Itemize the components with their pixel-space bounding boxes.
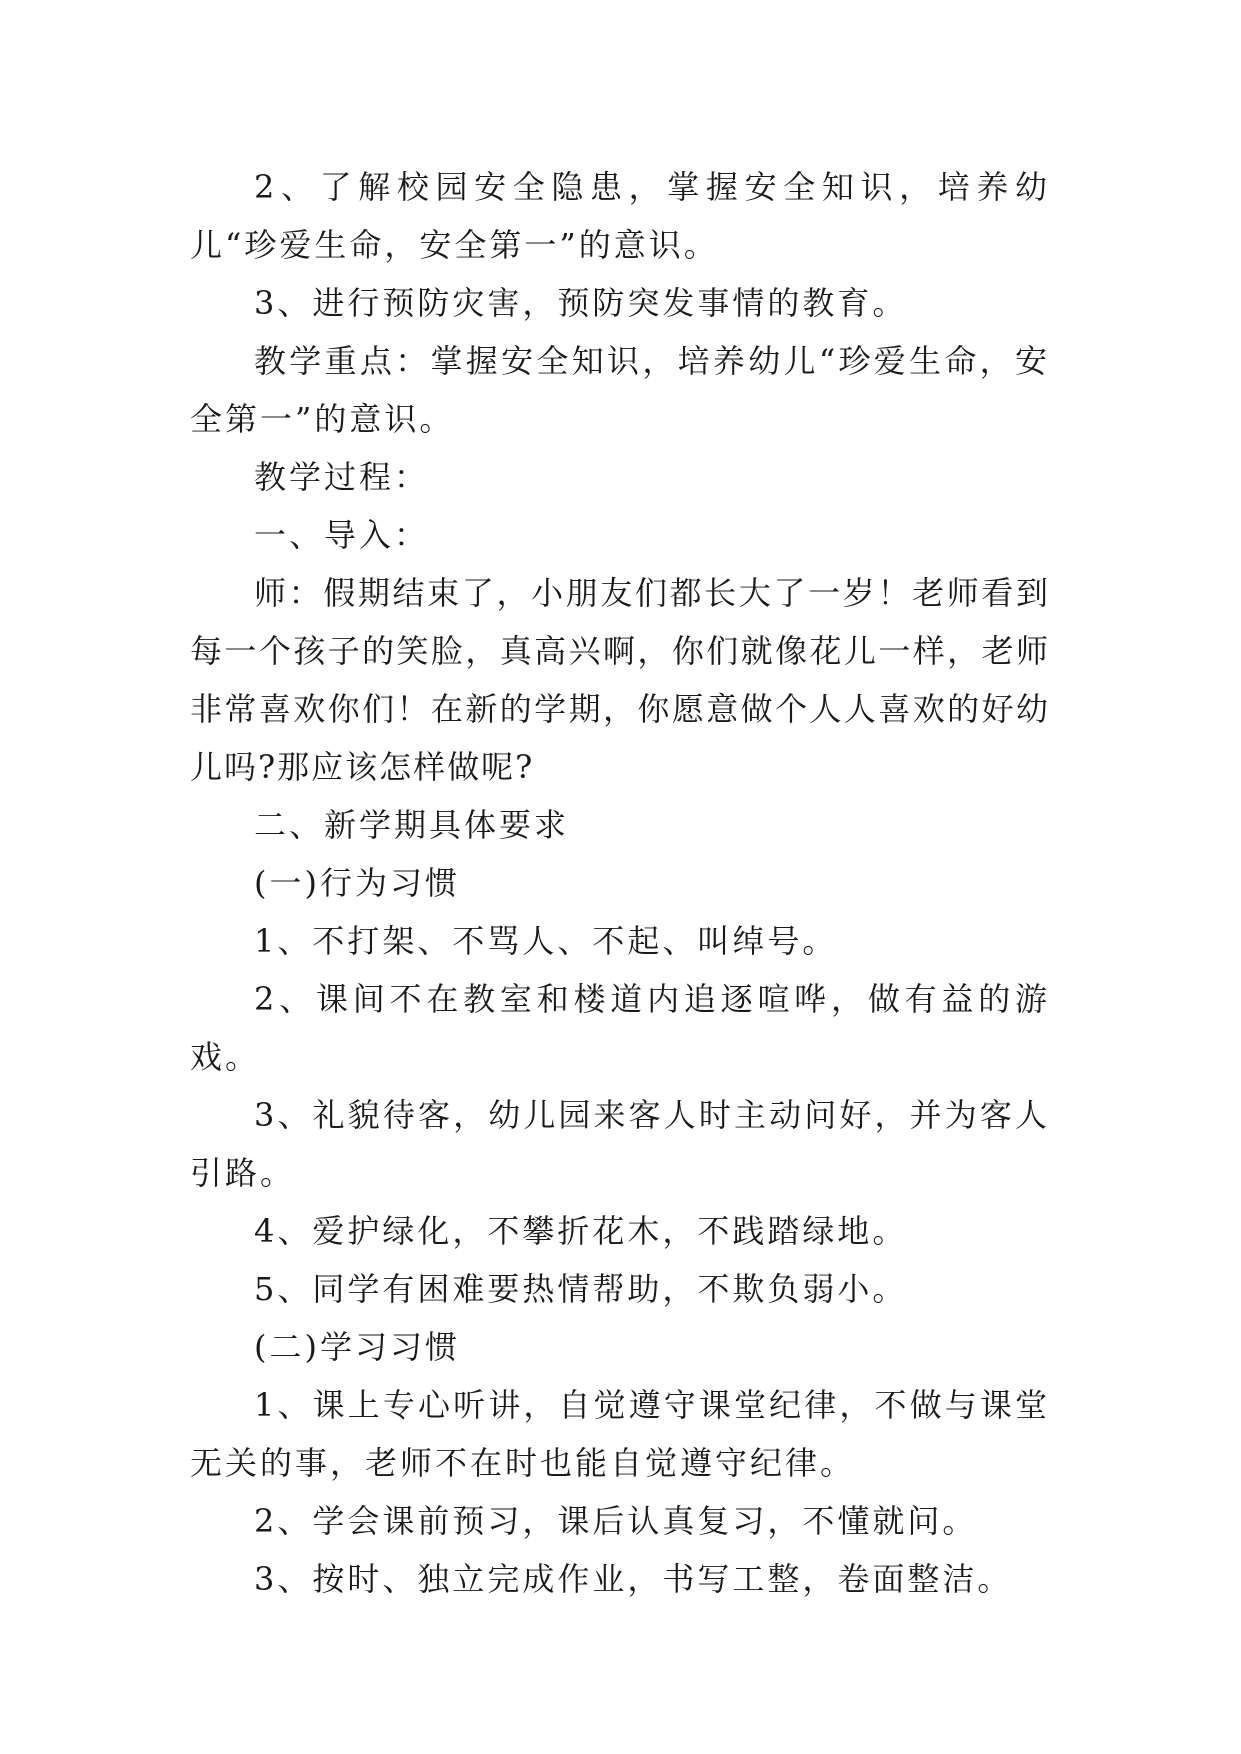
paragraph-teacher-speech: 师：假期结束了，小朋友们都长大了一岁！老师看到每一个孩子的笑脸，真高兴啊，你们就像花儿一样，老师非常喜欢你们！在新的学期，你愿意做个人人喜欢的好幼儿吗?那应该怎样做呢? — [190, 574, 1050, 786]
section-heading-new-term-requirements: 二、新学期具体要求 — [254, 806, 570, 844]
list-item-behavior-3: 3、礼貌待客，幼儿园来客人时主动问好，并为客人引路。 — [190, 1096, 1050, 1192]
list-item-study-1: 1、课上专心听讲，自觉遵守课堂纪律，不做与课堂无关的事，老师不在时也能自觉遵守纪律。 — [190, 1386, 1050, 1482]
paragraph-objective-2: 2、了解校园安全隐患，掌握安全知识，培养幼儿“珍爱生命，安全第一”的意识。 — [190, 168, 1050, 264]
list-item-study-3: 3、按时、独立完成作业，书写工整，卷面整洁。 — [254, 1560, 1013, 1598]
section-heading-introduction: 一、导入： — [254, 516, 430, 554]
document-body — [190, 158, 1050, 1608]
list-item-behavior-1: 1、不打架、不骂人、不起、叫绰号。 — [254, 922, 838, 960]
list-item-behavior-4: 4、爱护绿化，不攀折花木，不践踏绿地。 — [254, 1212, 908, 1250]
list-item-behavior-2: 2、课间不在教室和楼道内追逐喧哗，做有益的游戏。 — [190, 980, 1050, 1076]
subsection-heading-behavior-habits: (一)行为习惯 — [254, 864, 460, 902]
list-item-behavior-5: 5、同学有困难要热情帮助，不欺负弱小。 — [254, 1270, 908, 1308]
paragraph-objective-3: 3、进行预防灾害，预防突发事情的教育。 — [254, 284, 908, 322]
subsection-heading-study-habits: (二)学习习惯 — [254, 1328, 460, 1366]
paragraph-teaching-process: 教学过程： — [254, 458, 430, 496]
list-item-study-2: 2、学会课前预习，课后认真复习，不懂就问。 — [254, 1502, 978, 1540]
paragraph-teaching-focus: 教学重点：掌握安全知识，培养幼儿“珍爱生命，安全第一”的意识。 — [190, 342, 1050, 438]
